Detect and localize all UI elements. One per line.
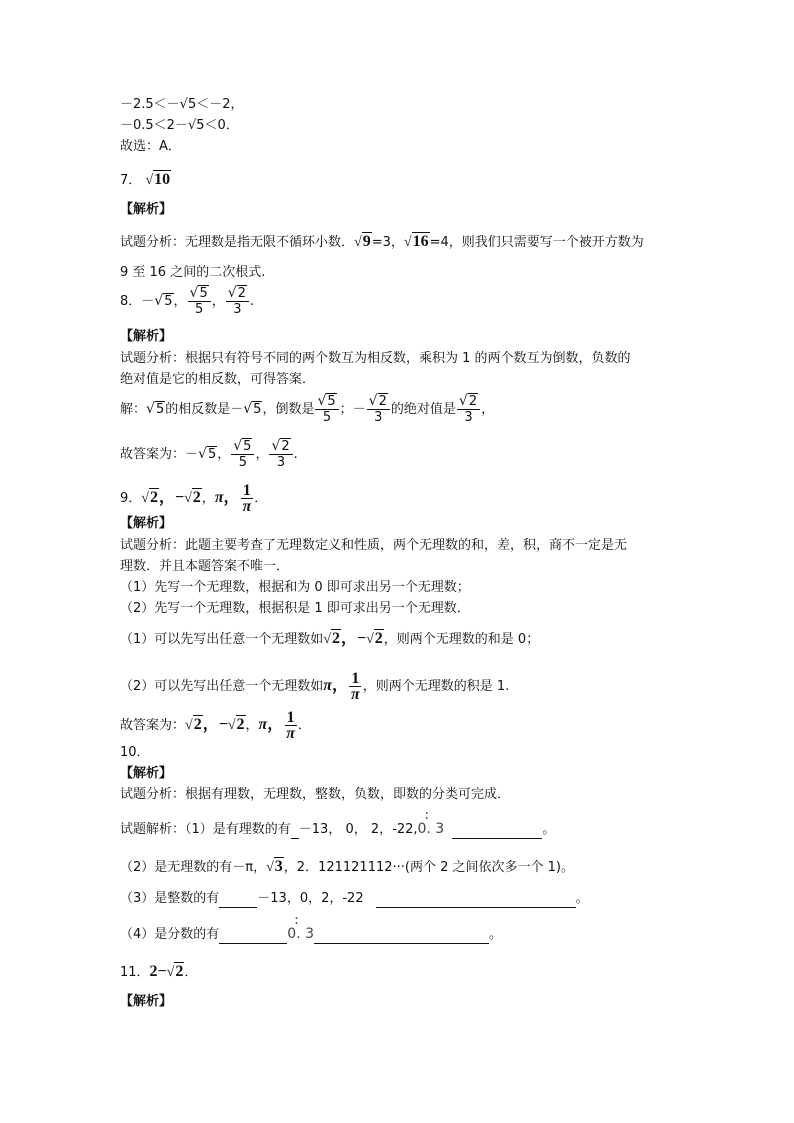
q9-step2: （2）先写一个无理数，根据积是 1 即可求出另一个无理数． — [120, 601, 470, 616]
sqrt-16: √16 — [403, 233, 429, 250]
q8-analysis2: 绝对值是它的相反数，可得答案． — [120, 372, 316, 387]
q9-sol1: （1）可以先写出任意一个无理数如√2，−√2，则两个无理数的和是 0； — [120, 630, 540, 647]
q10-analysis: 试题分析：根据有理数，无理数，整数，负数，即数的分类可完成． — [120, 787, 511, 802]
q10-jiexi: 【解析】 — [120, 766, 173, 781]
q10-part3: （3）是整数的有 －13，0，2，-22 。 — [120, 891, 589, 906]
q10-part1: 试题解析：（1）是有理数的有 －13， 0， 2，-22,· 0. 3 · 。 — [120, 820, 555, 839]
p6-line3: 故选：A． — [120, 139, 181, 154]
q9-step1: （1）先写一个无理数，根据和为 0 即可求出另一个无理数； — [120, 580, 470, 595]
q11-answer: 11．2−√2． — [120, 963, 198, 980]
q8-answer: 8．－√5， $\frac{√5}{5}$ ， $\frac{√2}{3}$ . — [120, 285, 255, 317]
p6-line2: －0.5＜2－√5＜0． — [120, 118, 239, 133]
q8-solution: 解：√5的相反数是－√5，倒数是 $\frac{√5}{5}$ ；－ $\frac{√2}{3}$ 的绝对值是 $\frac{√2}{3}$ ， — [120, 393, 495, 425]
q9-analysis2: 理数．并且本题答案不唯一． — [120, 559, 290, 574]
q9-jiexi: 【解析】 — [120, 516, 173, 531]
q9-answer: 9．√2，−√2，π， $\frac{1}{\pi}$ ． — [120, 482, 268, 515]
q8-jiexi: 【解析】 — [120, 329, 173, 344]
q9-analysis1: 试题分析：此题主要考查了无理数定义和性质，两个无理数的和，差，积，商不一定是无 — [120, 538, 628, 553]
q10-number: 10． — [120, 745, 150, 760]
sqrt-10: √10 — [145, 171, 171, 188]
p6-line1: －2.5＜－√5＜－2， — [120, 97, 244, 112]
q7-analysis: 试题分析：无理数是指无限不循环小数．√9=3，√16=4，则我们只需要写一个被开方数为 — [120, 233, 644, 250]
q9-sol2: （2）可以先写出任意一个无理数如π， $\frac{1}{\pi}$ ，则两个无理数的积是 1. — [120, 670, 510, 703]
q9-final: 故答案为：√2，−√2，π， $\frac{1}{\pi}$ ． — [120, 709, 312, 742]
q10-part2: （2）是无理数的有－π，√3，2．121121112···(两个 2 之间依次多一个 1)。 — [120, 858, 574, 875]
q10-part4: （4）是分数的有· 0. 3 · 。 — [120, 925, 502, 944]
q8-analysis1: 试题分析：根据只有符号不同的两个数互为相反数，乘积为 1 的两个数互为倒数，负数的 — [120, 351, 631, 366]
q11-jiexi: 【解析】 — [120, 994, 173, 1009]
q7-analysis2: 9 至 16 之间的二次根式. — [120, 265, 266, 280]
q8-final: 故答案为：－√5， $\frac{√5}{5}$ ， $\frac{√2}{3}$ . — [120, 438, 298, 470]
q7-number: 7． — [120, 173, 142, 188]
q7-jiexi: 【解析】 — [120, 202, 173, 217]
sqrt-9: √9 — [354, 233, 371, 250]
q7-answer — [120, 171, 171, 190]
